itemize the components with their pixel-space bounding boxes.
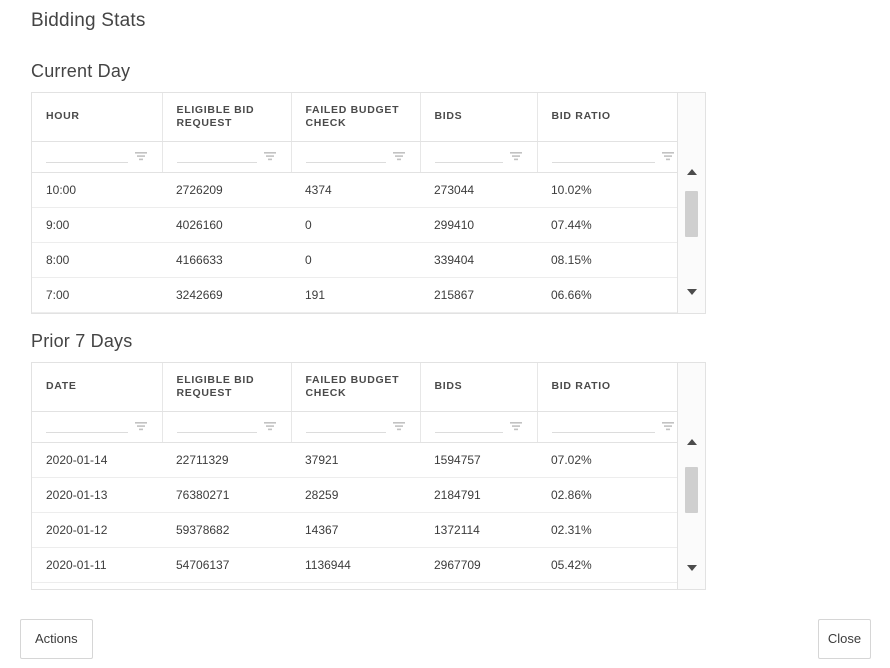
table-header-row [32, 93, 677, 141]
cell-bids: 299410 [420, 207, 537, 242]
scroll-up-button[interactable] [678, 433, 705, 451]
cell-bid-ratio: 06.66% [537, 277, 677, 312]
current-day-grid [32, 93, 677, 313]
cell-bids: 1372114 [420, 512, 537, 547]
filter-input-failed-budget-check[interactable] [306, 419, 386, 433]
scrollbar-thumb[interactable] [685, 467, 698, 513]
cell-eligible-bid-request: 4166633 [162, 242, 291, 277]
chevron-up-icon [687, 169, 697, 175]
cell-hour: 7:00 [32, 277, 162, 312]
filter-cell-bid-ratio [537, 141, 677, 172]
cell-bid-ratio: 02.31% [537, 512, 677, 547]
filter-input-bid-ratio[interactable] [552, 149, 656, 163]
filter-row [32, 411, 677, 442]
table-row[interactable] [32, 242, 677, 277]
column-header-bids[interactable]: BIDS [420, 363, 537, 411]
cell-date: 2020-01-13 [32, 477, 162, 512]
filter-cell-failed-budget-check [291, 141, 420, 172]
filter-row [32, 141, 677, 172]
cell-bids: 339404 [420, 242, 537, 277]
prior-7-days-table [31, 362, 706, 590]
table-row[interactable] [32, 277, 677, 312]
page-title: Bidding Stats [31, 10, 146, 31]
filter-cell-hour [32, 141, 162, 172]
table-row[interactable] [32, 172, 677, 207]
filter-cell-date [32, 411, 162, 442]
cell-hour: 8:00 [32, 242, 162, 277]
cell-eligible-bid-request: 4026160 [162, 207, 291, 242]
column-header-bid-ratio[interactable]: BID RATIO [537, 363, 677, 411]
actions-button[interactable]: Actions [20, 619, 93, 659]
filter-input-eligible-bid-request[interactable] [177, 419, 257, 433]
cell-failed-budget-check: 1136944 [291, 547, 420, 582]
filter-input-bids[interactable] [435, 419, 503, 433]
cell-bids: 215867 [420, 277, 537, 312]
prior-7-days-grid [32, 363, 677, 589]
cell-failed-budget-check: 191 [291, 277, 420, 312]
column-header-eligible-bid-request[interactable]: ELIGIBLE BID REQUEST [162, 93, 291, 141]
table-row[interactable] [32, 207, 677, 242]
filter-funnel-icon[interactable] [134, 149, 148, 163]
cell-failed-budget-check: 37921 [291, 442, 420, 477]
scroll-down-button[interactable] [678, 559, 705, 577]
cell-bid-ratio: 08.15% [537, 242, 677, 277]
filter-funnel-icon[interactable] [661, 419, 675, 433]
scroll-up-button[interactable] [678, 163, 705, 181]
chevron-down-icon [687, 289, 697, 295]
filter-input-failed-budget-check[interactable] [306, 149, 386, 163]
table-row[interactable] [32, 477, 677, 512]
column-header-failed-budget-check[interactable]: FAILED BUDGET CHECK [291, 93, 420, 141]
cell-eligible-bid-request: 54706137 [162, 547, 291, 582]
column-header-hour[interactable]: HOUR [32, 93, 162, 141]
cell-bids: 273044 [420, 172, 537, 207]
scrollbar-thumb[interactable] [685, 191, 698, 237]
cell-bids: 1594757 [420, 442, 537, 477]
cell-failed-budget-check: 14367 [291, 512, 420, 547]
column-header-bids[interactable]: BIDS [420, 93, 537, 141]
cell-bids: 2967709 [420, 547, 537, 582]
cell-bid-ratio: 10.02% [537, 172, 677, 207]
filter-funnel-icon[interactable] [134, 419, 148, 433]
filter-funnel-icon[interactable] [392, 149, 406, 163]
chevron-up-icon [687, 439, 697, 445]
filter-funnel-icon[interactable] [509, 149, 523, 163]
cell-date: 2020-01-14 [32, 442, 162, 477]
cell-bid-ratio: 07.02% [537, 442, 677, 477]
filter-input-hour[interactable] [46, 149, 128, 163]
cell-hour: 9:00 [32, 207, 162, 242]
cell-eligible-bid-request: 59378682 [162, 512, 291, 547]
vertical-scrollbar[interactable] [677, 363, 705, 589]
section-heading-current-day: Current Day [31, 61, 131, 81]
filter-funnel-icon[interactable] [392, 419, 406, 433]
cell-date: 2020-01-12 [32, 512, 162, 547]
column-header-eligible-bid-request[interactable]: ELIGIBLE BID REQUEST [162, 363, 291, 411]
cell-failed-budget-check: 0 [291, 242, 420, 277]
current-day-table [31, 92, 706, 314]
column-header-failed-budget-check[interactable]: FAILED BUDGET CHECK [291, 363, 420, 411]
cell-date: 2020-01-11 [32, 547, 162, 582]
filter-input-eligible-bid-request[interactable] [177, 149, 257, 163]
filter-cell-eligible-bid-request [162, 141, 291, 172]
filter-input-bid-ratio[interactable] [552, 419, 656, 433]
vertical-scrollbar[interactable] [677, 93, 705, 313]
cell-eligible-bid-request: 76380271 [162, 477, 291, 512]
filter-funnel-icon[interactable] [509, 419, 523, 433]
table-row[interactable] [32, 547, 677, 582]
chevron-down-icon [687, 565, 697, 571]
section-heading-prior-7-days: Prior 7 Days [31, 331, 133, 351]
filter-funnel-icon[interactable] [661, 149, 675, 163]
cell-bid-ratio: 07.44% [537, 207, 677, 242]
filter-cell-bid-ratio [537, 411, 677, 442]
filter-cell-bids [420, 411, 537, 442]
cell-eligible-bid-request: 3242669 [162, 277, 291, 312]
cell-bid-ratio: 02.86% [537, 477, 677, 512]
scroll-down-button[interactable] [678, 283, 705, 301]
table-row-partial [32, 312, 677, 313]
filter-cell-eligible-bid-request [162, 411, 291, 442]
filter-cell-failed-budget-check [291, 411, 420, 442]
cell-eligible-bid-request: 2726209 [162, 172, 291, 207]
table-row[interactable] [32, 512, 677, 547]
filter-funnel-icon[interactable] [263, 419, 277, 433]
column-header-bid-ratio[interactable]: BID RATIO [537, 93, 677, 141]
close-button[interactable]: Close [818, 619, 871, 659]
cell-eligible-bid-request: 22711329 [162, 442, 291, 477]
filter-input-date[interactable] [46, 419, 128, 433]
column-header-date[interactable]: DATE [32, 363, 162, 411]
cell-failed-budget-check: 0 [291, 207, 420, 242]
filter-funnel-icon[interactable] [263, 149, 277, 163]
cell-hour: 10:00 [32, 172, 162, 207]
cell-bid-ratio: 05.42% [537, 547, 677, 582]
filter-input-bids[interactable] [435, 149, 503, 163]
filter-cell-bids [420, 141, 537, 172]
table-header-row [32, 363, 677, 411]
table-row[interactable] [32, 442, 677, 477]
cell-failed-budget-check: 4374 [291, 172, 420, 207]
cell-failed-budget-check: 28259 [291, 477, 420, 512]
cell-bids: 2184791 [420, 477, 537, 512]
table-row-partial [32, 582, 677, 589]
